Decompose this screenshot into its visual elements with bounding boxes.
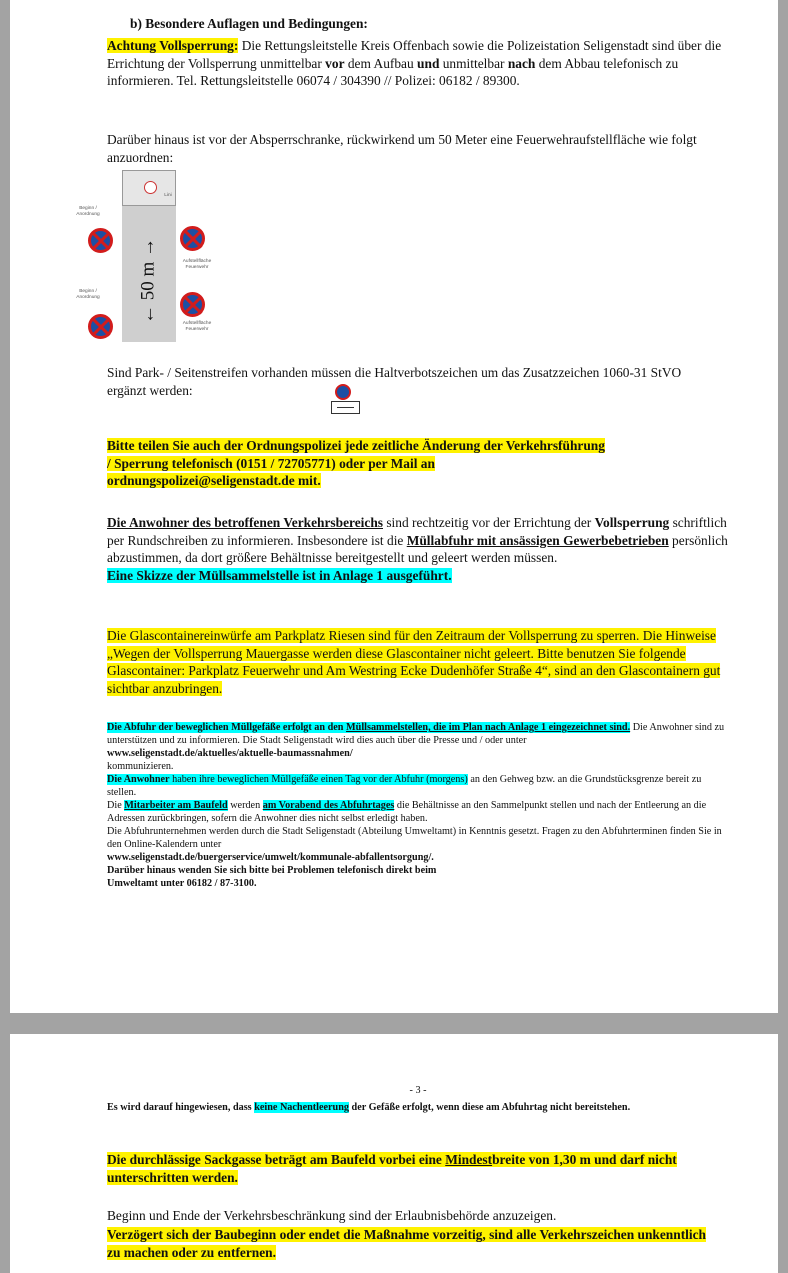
feuerwehr-aufstellflaeche-diagram	[50, 168, 230, 346]
section-heading: b) Besondere Auflagen und Bedingungen:	[130, 16, 368, 31]
glascontainer-paragraph: Die Glascontainereinwürfe am Parkplatz Riesen sind für den Zeitraum der Vollsperrung zu sperren. Die Hinweise „Wegen der Vollsperrung Mauergasse werden diese Glascontainer nicht geleert. Bitte benutzen Sie folgende Glascontainer: Parkplatz Feuerwehr und Am Westring Ecke Dudenhöfer Straße 4“, sind an den Glascontainern gut sichtbar anzubringen.	[107, 628, 721, 696]
ordnungspolizei-paragraph: Bitte teilen Sie auch der Ordnungspolizei jede zeitliche Änderung der Verkehrsführung / Sperrung telefonisch (0151 / 72705771) oder per Mail an ordnungspolizei@seligenstadt.de mit.	[107, 438, 605, 489]
no-stopping-sign-icon	[88, 314, 113, 339]
document-page-1	[10, 0, 778, 1013]
document-page-2	[10, 1034, 778, 1273]
url-baumassnahmen: www.seligenstadt.de/aktuelles/aktuelle-baumassnahmen/	[107, 748, 353, 759]
svg-text:← 50 m →: ← 50 m →	[137, 237, 159, 325]
sackgasse-paragraph: Die durchlässige Sackgasse beträgt am Baufeld vorbei eine Mindestbreite von 1,30 m und darf nicht unterschritten werden.	[107, 1152, 677, 1185]
sign-caption: Aufstellfläche Feuerwehr	[182, 259, 212, 270]
no-stopping-sign-icon	[88, 228, 113, 253]
zusatzzeichen-sign-icon	[331, 384, 360, 414]
sign-caption: Beginn / Anordnung	[76, 289, 100, 300]
barrier-circle-icon	[144, 181, 157, 194]
no-stopping-sign-icon	[180, 226, 205, 251]
distance-label	[129, 226, 169, 336]
road-barrier	[122, 170, 176, 206]
road-label: Lini	[164, 193, 172, 198]
verkehrszeichen-paragraph: Verzögert sich der Baubeginn oder endet die Maßnahme vorzeitig, sind alle Verkehrszeichen unkenntlich zu machen oder zu entfernen.	[107, 1227, 706, 1260]
anwohner-paragraph: Die Anwohner des betroffenen Verkehrsbereichs sind rechtzeitig vor der Errichtung der Vollsperrung schriftlich per Rundschreiben zu informieren. Insbesondere ist die Müllabfuhr mit ansässigen Gewerbebetrieben persönlich abzustimmen, da dort größere Behältnisse bereitgestellt und geleert werden müssen. Eine Skizze der Müllsammelstelle ist in Anlage 1 ausgeführt.	[107, 515, 728, 583]
feuerwehr-paragraph: Darüber hinaus ist vor der Absperrschranke, rückwirkend um 50 Meter eine Feuerwehraufstellfläche wie folgt anzuordnen:	[107, 132, 697, 165]
sign-caption: Beginn / Anordnung	[76, 206, 100, 217]
url-abfallentsorgung: www.seligenstadt.de/buergerservice/umwelt/kommunale-abfallentsorgung/.	[107, 852, 434, 863]
vollsperrung-paragraph: Achtung Vollsperrung: Die Rettungsleitstelle Kreis Offenbach sowie die Polizeistation Seligenstadt sind über die Errichtung der Vollsperrung unmittelbar vor dem Aufbau und unmittelbar nach dem Abbau telefonisch zu informieren. Tel. Rettungsleitstelle 06074 / 304390 // Polizei: 06182 / 89300.	[107, 38, 722, 89]
muellabfuhr-section: Die Abfuhr der beweglichen Müllgefäße erfolgt an den Müllsammelstellen, die im Plan nach Anlage 1 eingezeichnet sind. Die Anwohner sind zu unterstützen und zu informieren. Die Stadt Seligenstadt wird dies auch über die Presse und / oder unter www.seligenstadt.de/aktuelles/aktuelle-baumassnahmen/ kommunizieren. Die Anwohner haben ihre beweglichen Müllgefäße einen Tag vor der Abfuhr (morgens) an den Gehweg bzw. an die Grundstücksgrenze bereit zu stellen. Die Mitarbeiter am Baufeld werden am Vorabend des Abfuhrtages die Behältnisse an den Sammelpunkt stellen und nach der Entleerung an die Adressen zurückbringen, sofern die Anwohner dies nicht selbst erledigt haben. Die Abfuhrunternehmen werden durch die Stadt Seligenstadt (Abteilung Umweltamt) in Kenntnis gesetzt. Fragen zu den Abfuhrterminen finden Sie in den Online-Kalendern unter www.seligenstadt.de/buergerservice/umwelt/kommunale-abfallentsorgung/. Darüber hinaus wenden Sie sich bitte bei Problemen telefonisch direkt beim Umweltamt unter 06182 / 87-3100.	[107, 721, 729, 890]
anzeige-paragraph: Beginn und Ende der Verkehrsbeschränkung sind der Erlaubnisbehörde anzuzeigen.	[107, 1208, 557, 1223]
zusatzzeichen-paragraph: Sind Park- / Seitenstreifen vorhanden müssen die Haltverbotszeichen um das Zusatzzeichen 1060-31 StVO ergänzt werden:	[107, 365, 682, 398]
sign-caption: Aufstellfläche Feuerwehr	[182, 321, 212, 332]
page-number: - 3 -	[409, 1085, 427, 1096]
no-stopping-sign-icon	[180, 292, 205, 317]
nachentleerung-paragraph: Es wird darauf hingewiesen, dass keine Nachentleerung der Gefäße erfolgt, wenn diese am Abfuhrtag nicht bereitstehen.	[107, 1102, 631, 1113]
